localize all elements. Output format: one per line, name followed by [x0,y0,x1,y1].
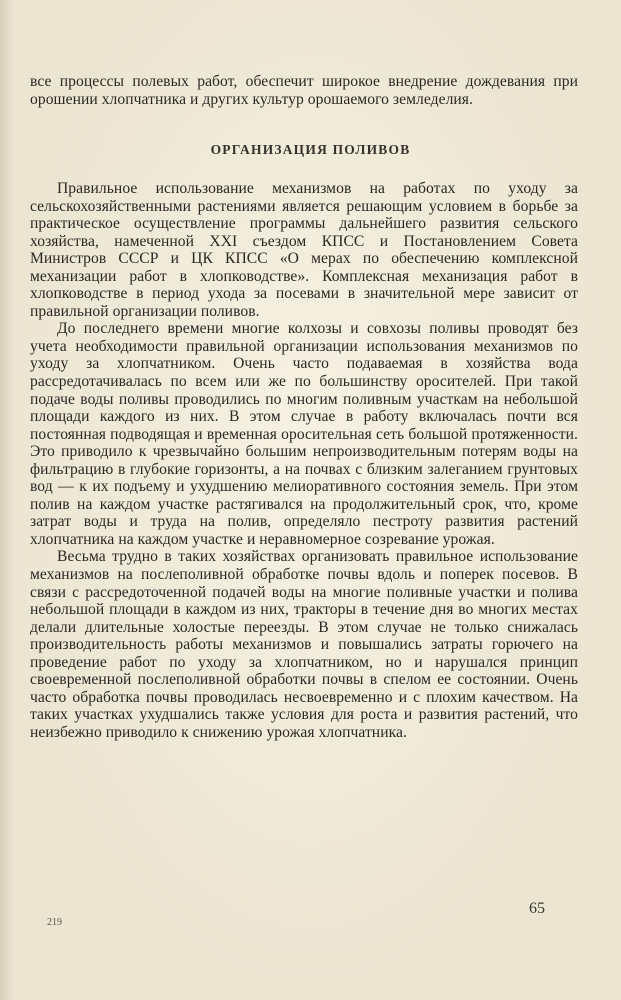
section-heading: ОРГАНИЗАЦИЯ ПОЛИВОВ [210,142,411,157]
page-number: 65 [529,900,545,917]
signature-mark: 219 [47,917,62,928]
intro-text-block [30,73,578,108]
paragraph-2: До последнего времени многие колхозы и совхозы поливы проводят без учета необходимости правильной организации использования механизмов по уходу за хлопчатником. Очень часто подаваемая в хозяйства вода рассредотачивалась по всем или же по большинству оросителей. При такой подаче воды поливы проводились по многим поливным участкам на небольшой площади каждого из них. В этом случае в работу включалась почти вся постоянная подводящая и временная оросительная сеть большой протяженности. Это приводило к чрезвычайно большим непроизводительным потерям воды на фильтрацию в глубокие горизонты, а на почвах с близким залеганием грунтовых вод — к их подъему и ухудшению мелиоративного состояния земель. При этом полив на каждом участке растягивался на продолжительный срок, что, кроме затрат воды и труда на полив, определяло пестроту развития растений хлопчатника на каждом участке и неравномерное созревание урожая. [30,320,578,548]
body-text-block [30,180,578,742]
paragraph-1: Правильное использование механизмов на работах по уходу за сельскохозяйственными растениями является решающим условием в борьбе за практическое осуществление программы дальнейшего развития сельского хозяйства, намеченной XXI съездом КПСС и Постановлением Совета Министров СССР и ЦК КПСС «О мерах по обеспечению комплексной механизации работ в хлопководстве». Комплексная механизация работ в хлопководстве в период ухода за посевами в значительной мере зависит от правильной организации поливов. [30,180,578,320]
intro-paragraph: все процессы полевых работ, обеспечит широкое внедрение дождевания при орошении хлопчатника и других культур орошаемого земледелия. [30,73,578,108]
paragraph-3: Весьма трудно в таких хозяйствах организовать правильное использование механизмов на послеполивной обработке почвы вдоль и поперек посевов. В связи с рассредоточенной подачей воды на многие поливные участки и полива небольшой площади в каждом из них, тракторы в течение дня во многих местах делали длительные холостые переезды. В этом случае не только снижалась производительность работы механизмов и повышались затраты горючего на проведение работ по уходу за хлопчатником, но и нарушался принцип своевременной послеполивной обработки почвы в спелом ее состоянии. Очень часто обработка почвы проводилась несвоевременно и с плохим качеством. На таких участках ухудшались также условия для роста и развития растений, что неизбежно приводило к снижению урожая хлопчатника. [30,548,578,741]
